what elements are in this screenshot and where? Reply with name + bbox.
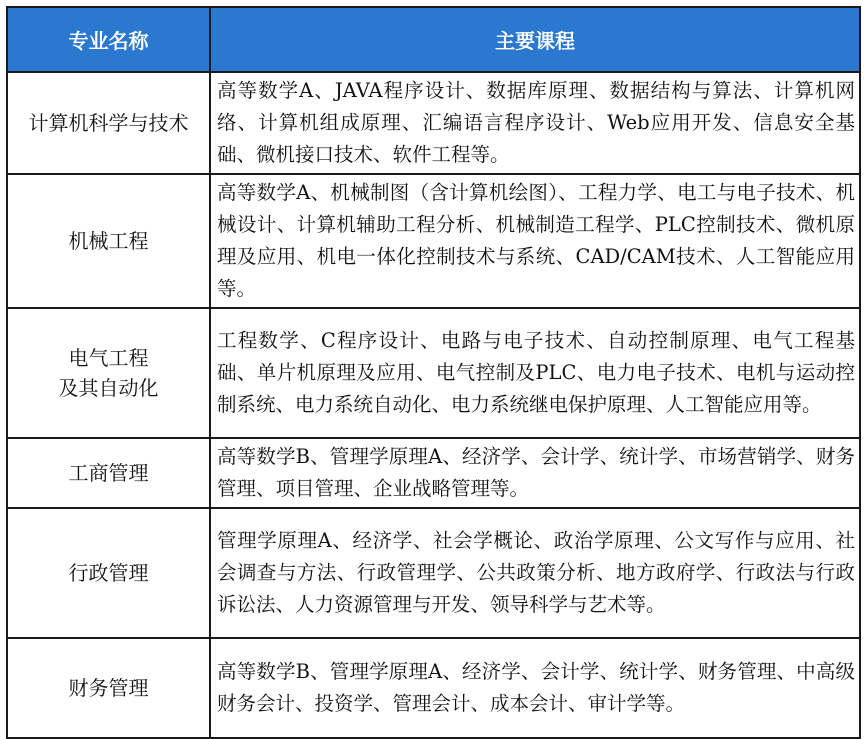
table-header-row bbox=[7, 7, 860, 72]
table-row bbox=[7, 174, 860, 308]
table-row bbox=[7, 438, 860, 508]
header-major: 专业名称 bbox=[7, 7, 210, 72]
major-name: 行政管理 bbox=[7, 508, 210, 638]
course-list: 管理学原理A、经济学、社会学概论、政治学原理、公文写作与应用、社会调查与方法、行政管理学、公共政策分析、地方政府学、行政法与行政诉讼法、人力资源管理与开发、领导科学与艺术等。 bbox=[210, 508, 860, 638]
course-list: 高等数学A、机械制图（含计算机绘图）、工程力学、电工与电子技术、机械设计、计算机辅助工程分析、机械制造工程学、PLC控制技术、微机原理及应用、机电一体化控制技术与系统、CAD/CAM技术、人工智能应用等。 bbox=[210, 174, 860, 308]
table-row bbox=[7, 308, 860, 438]
major-name: 电气工程 及其自动化 bbox=[7, 308, 210, 438]
major-name: 财务管理 bbox=[7, 638, 210, 738]
course-list: 工程数学、C程序设计、电路与电子技术、自动控制原理、电气工程基础、单片机原理及应用、电气控制及PLC、电力电子技术、电机与运动控制系统、电力系统自动化、电力系统继电保护原理、人工智能应用等。 bbox=[210, 308, 860, 438]
curriculum-table bbox=[6, 6, 861, 739]
header-courses: 主要课程 bbox=[210, 7, 860, 72]
major-name: 机械工程 bbox=[7, 174, 210, 308]
table-row bbox=[7, 508, 860, 638]
major-name: 工商管理 bbox=[7, 438, 210, 508]
table-row bbox=[7, 638, 860, 738]
major-name: 计算机科学与技术 bbox=[7, 72, 210, 174]
curriculum-table-container bbox=[6, 6, 859, 739]
course-list: 高等数学A、JAVA程序设计、数据库原理、数据结构与算法、计算机网络、计算机组成原理、汇编语言程序设计、Web应用开发、信息安全基础、微机接口技术、软件工程等。 bbox=[210, 72, 860, 174]
course-list: 高等数学B、管理学原理A、经济学、会计学、统计学、市场营销学、财务管理、项目管理、企业战略管理等。 bbox=[210, 438, 860, 508]
table-row bbox=[7, 72, 860, 174]
course-list: 高等数学B、管理学原理A、经济学、会计学、统计学、财务管理、中高级财务会计、投资学、管理会计、成本会计、审计学等。 bbox=[210, 638, 860, 738]
